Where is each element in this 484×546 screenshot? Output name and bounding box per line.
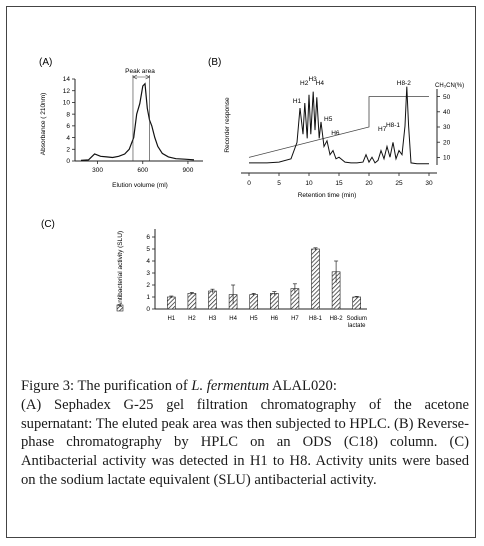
panel-b-x-tick-label: 30 [425, 180, 433, 187]
panel-b-chart [224, 76, 464, 199]
panel-b-chromatogram-line [249, 87, 429, 164]
figure-frame [6, 6, 476, 538]
panel-c-y-tick-label: 2 [146, 282, 150, 290]
caption-title-prefix: Figure 3: The purification of [21, 378, 192, 394]
panel-a-y-tick-label: 10 [62, 99, 70, 107]
panel-b-y2-label: CH₃CN(%) [435, 83, 465, 89]
panel-c-bar [209, 291, 217, 309]
panel-a-y-tick-label: 4 [66, 134, 70, 142]
panel-b-peak-label: H2 [300, 80, 309, 87]
panel-a-y-tick-label: 8 [66, 111, 70, 119]
panel-b-x-tick-label: 10 [305, 180, 313, 187]
panel-a-peak-annotation: Peak area [125, 68, 155, 75]
panel-b-x-tick-label: 15 [335, 180, 343, 187]
panel-b-peak-label: H4 [315, 80, 324, 87]
panel-b-xlabel: Retention time (min) [297, 192, 357, 199]
panel-b-peak-label: H7 [378, 126, 387, 133]
panel-a-x-tick-label: 900 [182, 167, 194, 174]
panel-c-bar [167, 297, 175, 309]
figure-area [7, 7, 477, 379]
panel-b-y2-tick-label: 20 [443, 139, 451, 147]
panel-a-ylabel: Absorbance ( 210nm) [40, 92, 47, 156]
caption-title-italic: L. fermentum [191, 378, 270, 394]
panel-b-peak-label: H8-2 [396, 80, 411, 87]
panel-a-y-tick-label: 2 [66, 146, 70, 154]
panel-c-category-label: H8-2 [329, 316, 343, 322]
panel-c-y-tick-label: 5 [146, 246, 150, 254]
panel-b-peak-label: H1 [292, 98, 302, 105]
panel-b-x-tick-label: 5 [277, 180, 281, 187]
panel-b-y2-tick-label: 30 [443, 124, 451, 132]
panel-b-gradient-line [249, 97, 429, 158]
panel-c-category-label: H1 [167, 316, 176, 322]
panel-b-peak-label: H3 [308, 76, 317, 83]
panel-a-x-tick-label: 300 [92, 167, 104, 174]
panel-c-y-tick-label: 0 [146, 306, 150, 314]
panel-b-y2-tick-label: 40 [443, 109, 451, 116]
panel-b-peak-label: H8-1 [385, 122, 401, 129]
panel-b-peak-label: H6 [331, 130, 340, 137]
panel-b-peak-label: H5 [324, 116, 333, 123]
caption-title [21, 377, 469, 396]
panel-a-x-tick-label: 600 [137, 167, 149, 174]
panel-c-category-label: H8-1 [308, 316, 323, 322]
panel-c-bar [250, 295, 258, 309]
panel-c-category-label-line2: lactate [347, 323, 366, 329]
panel-c-bar [188, 293, 196, 309]
panel-c-category-label: H4 [229, 316, 237, 322]
panel-b-y2-tick-label: 10 [443, 154, 451, 162]
panel-c-category-label: H7 [291, 316, 299, 322]
panel-a-y-tick-label: 12 [62, 87, 70, 95]
figure-svg [7, 7, 477, 379]
panel-c-y-tick-label: 1 [146, 294, 150, 302]
panel-b-x-tick-label: 25 [395, 180, 403, 187]
panel-a-y-tick-label: 14 [62, 76, 70, 84]
panel-c-bar [270, 293, 278, 309]
panel-c-label: (C) [41, 219, 55, 230]
panel-c-chart [117, 229, 367, 329]
panel-b-y2-tick-label: 50 [443, 93, 451, 101]
panel-c-y-tick-label: 6 [146, 234, 150, 242]
panel-c-y-tick-label: 3 [146, 270, 150, 278]
panel-b-x-tick-label: 20 [365, 180, 373, 187]
panel-c-category-label: H5 [249, 316, 258, 322]
caption-body: (A) Sephadex G-25 gel filtration chromatography of the acetone supernatant: The eluted peak area was then subjected to HPLC. (B) Reverse-phase chromatography by HPLC on an ODS (C18) column. (C) Antibacterial activity was detected in H1 to H8. Activity units were based on the sodium lactate equivalent (SLU) antibacterial activity. [21, 396, 469, 488]
panel-c-ylabel: Antibacterial activity (SLU) [117, 230, 124, 308]
panel-b-x-tick-label: 0 [247, 180, 251, 187]
panel-c-category-label: H6 [270, 316, 279, 322]
figure-caption [21, 377, 469, 490]
panel-b-label: (B) [208, 57, 222, 68]
panel-c-category-label: H2 [188, 316, 196, 322]
panel-c-y-tick-label: 4 [146, 258, 150, 266]
panel-a-chromatogram-line [81, 84, 194, 161]
panel-a-chart [40, 68, 203, 189]
panel-a-label: (A) [39, 57, 53, 68]
panel-b-ylabel: Recorder response [224, 97, 231, 153]
panel-a-xlabel: Elution volume (ml) [112, 182, 168, 189]
caption-title-suffix: ALAL020: [269, 378, 337, 394]
panel-a-y-tick-label: 0 [66, 158, 70, 166]
panel-c-bar [312, 249, 320, 309]
panel-c-category-label: H3 [208, 316, 217, 322]
panel-a-y-tick-label: 6 [66, 123, 70, 131]
panel-c-bar [353, 297, 361, 309]
panel-c-category-label: Sodium [346, 316, 367, 322]
